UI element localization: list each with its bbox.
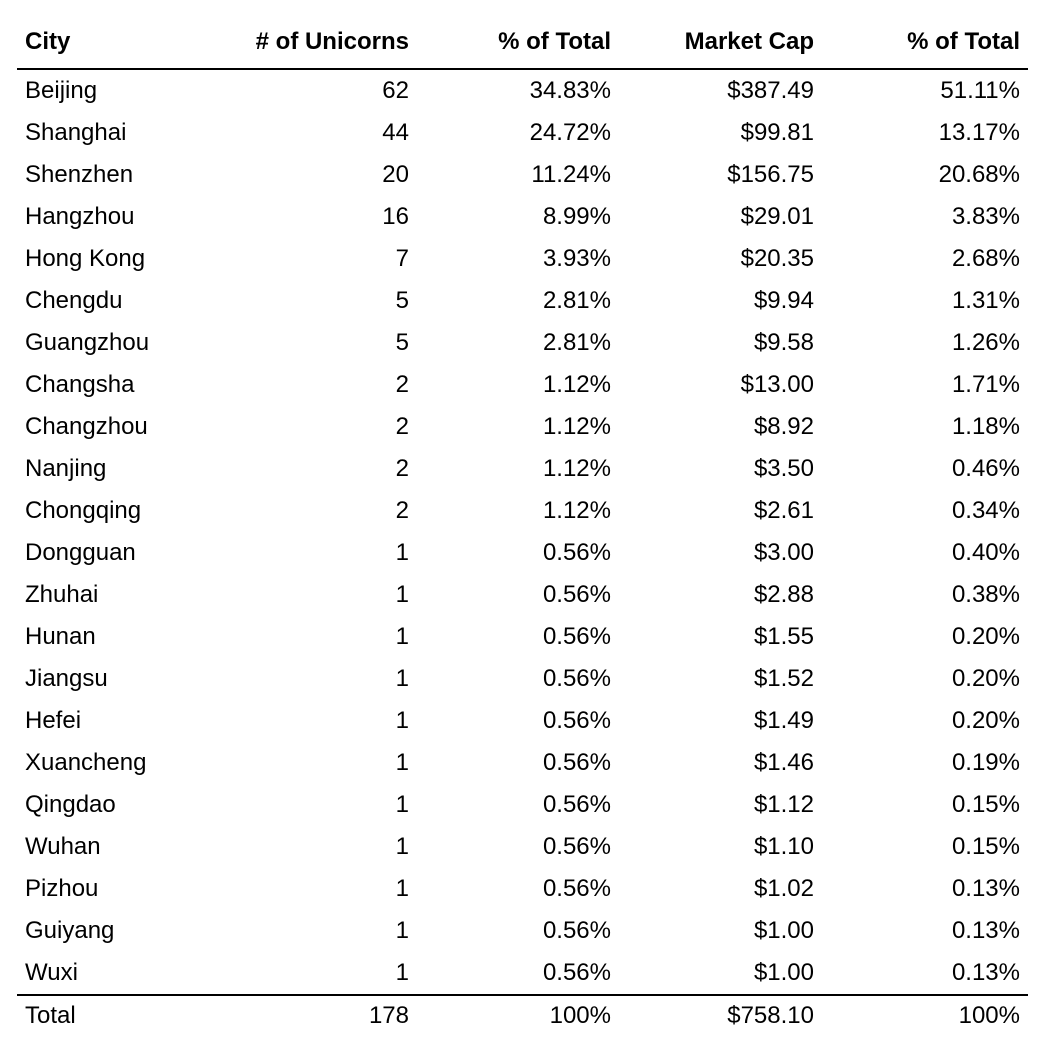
cell-city: Hangzhou bbox=[25, 203, 135, 230]
unicorn-cities-table bbox=[17, 24, 1028, 1036]
cell-pct-count: 0.56% bbox=[542, 707, 611, 734]
cell-unicorns: 16 bbox=[382, 203, 409, 230]
table-row bbox=[17, 784, 1028, 826]
table-row bbox=[17, 238, 1028, 280]
header-unicorns: # of Unicorns bbox=[217, 24, 417, 69]
cell-market-cap: $1.49 bbox=[753, 707, 814, 734]
cell-unicorns: 1 bbox=[395, 833, 409, 860]
cell-pct-cap: 0.38% bbox=[951, 581, 1020, 608]
cell-unicorns: 1 bbox=[395, 665, 409, 692]
cell-market-cap: $3.00 bbox=[753, 539, 814, 566]
cell-pct-count: 0.56% bbox=[542, 539, 611, 566]
table-row bbox=[17, 574, 1028, 616]
total-pct-cap: 100% bbox=[822, 995, 1028, 1036]
cell-pct-count: 0.56% bbox=[542, 917, 611, 944]
cell-market-cap: $1.52 bbox=[753, 665, 814, 692]
cell-city: Hefei bbox=[25, 707, 82, 734]
cell-city: Qingdao bbox=[25, 791, 116, 818]
cell-pct-cap: 2.68% bbox=[951, 245, 1020, 272]
cell-unicorns: 1 bbox=[395, 791, 409, 818]
cell-unicorns: 20 bbox=[382, 161, 409, 188]
cell-city: Shenzhen bbox=[25, 161, 134, 188]
cell-city: Chongqing bbox=[25, 497, 142, 524]
cell-city: Jiangsu bbox=[25, 665, 108, 692]
cell-pct-cap: 0.46% bbox=[951, 455, 1020, 482]
cell-city: Pizhou bbox=[25, 875, 99, 902]
cell-unicorns: 1 bbox=[395, 917, 409, 944]
cell-pct-count: 3.93% bbox=[542, 245, 611, 272]
cell-market-cap: $9.94 bbox=[753, 287, 814, 314]
cell-unicorns: 2 bbox=[395, 497, 409, 524]
cell-pct-cap: 0.19% bbox=[951, 749, 1020, 776]
cell-unicorns: 62 bbox=[382, 77, 409, 104]
cell-city: Wuhan bbox=[25, 833, 101, 860]
table-row bbox=[17, 910, 1028, 952]
cell-pct-cap: 13.17% bbox=[938, 119, 1020, 146]
cell-market-cap: $20.35 bbox=[740, 245, 814, 272]
table-row bbox=[17, 700, 1028, 742]
table-row bbox=[17, 280, 1028, 322]
cell-pct-cap: 1.71% bbox=[951, 371, 1020, 398]
cell-unicorns: 1 bbox=[395, 749, 409, 776]
cell-unicorns: 44 bbox=[382, 119, 409, 146]
cell-market-cap: $13.00 bbox=[740, 371, 814, 398]
cell-pct-cap: 0.15% bbox=[951, 791, 1020, 818]
cell-pct-cap: 0.20% bbox=[951, 665, 1020, 692]
cell-pct-count: 24.72% bbox=[529, 119, 611, 146]
cell-city: Changsha bbox=[25, 371, 135, 398]
cell-market-cap: $1.00 bbox=[753, 917, 814, 944]
table-footer bbox=[17, 995, 1028, 1036]
cell-pct-cap: 20.68% bbox=[938, 161, 1020, 188]
cell-unicorns: 1 bbox=[395, 623, 409, 650]
table-row bbox=[17, 448, 1028, 490]
total-market-cap: $758.10 bbox=[619, 995, 822, 1036]
cell-pct-cap: 0.20% bbox=[951, 707, 1020, 734]
table-row bbox=[17, 952, 1028, 995]
cell-pct-count: 0.56% bbox=[542, 623, 611, 650]
table-row bbox=[17, 742, 1028, 784]
cell-pct-cap: 0.13% bbox=[951, 917, 1020, 944]
cell-market-cap: $2.88 bbox=[753, 581, 814, 608]
cell-pct-count: 1.12% bbox=[542, 455, 611, 482]
table-row bbox=[17, 69, 1028, 112]
table-row bbox=[17, 490, 1028, 532]
cell-pct-count: 1.12% bbox=[542, 497, 611, 524]
total-label: Total bbox=[17, 995, 217, 1036]
cell-pct-count: 0.56% bbox=[542, 959, 611, 986]
cell-pct-cap: 0.13% bbox=[951, 875, 1020, 902]
table-body bbox=[17, 69, 1028, 995]
table-row bbox=[17, 406, 1028, 448]
table-row bbox=[17, 112, 1028, 154]
header-row bbox=[17, 24, 1028, 69]
total-row bbox=[17, 995, 1028, 1036]
cell-city: Chengdu bbox=[25, 287, 123, 314]
cell-market-cap: $1.46 bbox=[753, 749, 814, 776]
cell-pct-count: 0.56% bbox=[542, 875, 611, 902]
cell-pct-count: 0.56% bbox=[542, 833, 611, 860]
cell-city: Dongguan bbox=[25, 539, 136, 566]
cell-pct-cap: 0.13% bbox=[951, 959, 1020, 986]
cell-unicorns: 1 bbox=[395, 707, 409, 734]
cell-unicorns: 2 bbox=[395, 413, 409, 440]
cell-market-cap: $99.81 bbox=[740, 119, 814, 146]
cell-unicorns: 1 bbox=[395, 581, 409, 608]
cell-market-cap: $156.75 bbox=[727, 161, 814, 188]
header-pct-cap: % of Total bbox=[822, 24, 1028, 69]
cell-pct-count: 2.81% bbox=[542, 287, 611, 314]
cell-pct-count: 11.24% bbox=[531, 161, 611, 188]
cell-city: Wuxi bbox=[25, 959, 78, 986]
header-market-cap: Market Cap bbox=[619, 24, 822, 69]
cell-city: Guiyang bbox=[25, 917, 115, 944]
cell-pct-cap: 1.31% bbox=[951, 287, 1020, 314]
cell-pct-count: 8.99% bbox=[542, 203, 611, 230]
table-row bbox=[17, 826, 1028, 868]
cell-market-cap: $29.01 bbox=[740, 203, 814, 230]
cell-city: Xuancheng bbox=[25, 749, 147, 776]
header-city: City bbox=[17, 24, 217, 69]
cell-city: Beijing bbox=[25, 77, 98, 104]
cell-city: Zhuhai bbox=[25, 581, 99, 608]
cell-market-cap: $3.50 bbox=[753, 455, 814, 482]
cell-pct-cap: 51.11% bbox=[940, 77, 1020, 104]
cell-city: Hong Kong bbox=[25, 245, 146, 272]
cell-unicorns: 2 bbox=[395, 371, 409, 398]
cell-pct-count: 2.81% bbox=[542, 329, 611, 356]
cell-city: Changzhou bbox=[25, 413, 148, 440]
cell-market-cap: $1.00 bbox=[753, 959, 814, 986]
cell-pct-count: 1.12% bbox=[542, 371, 611, 398]
cell-unicorns: 2 bbox=[395, 455, 409, 482]
cell-city: Nanjing bbox=[25, 455, 107, 482]
total-unicorns: 178 bbox=[217, 995, 417, 1036]
cell-unicorns: 1 bbox=[395, 875, 409, 902]
cell-pct-cap: 0.15% bbox=[951, 833, 1020, 860]
cell-market-cap: $1.55 bbox=[753, 623, 814, 650]
cell-pct-count: 34.83% bbox=[529, 77, 611, 104]
cell-pct-cap: 1.26% bbox=[951, 329, 1020, 356]
cell-market-cap: $2.61 bbox=[753, 497, 814, 524]
cell-pct-cap: 0.34% bbox=[951, 497, 1020, 524]
cell-market-cap: $8.92 bbox=[753, 413, 814, 440]
cell-city: Guangzhou bbox=[25, 329, 150, 356]
table-row bbox=[17, 154, 1028, 196]
table-row bbox=[17, 196, 1028, 238]
cell-unicorns: 1 bbox=[395, 959, 409, 986]
table-row bbox=[17, 658, 1028, 700]
cell-unicorns: 7 bbox=[395, 245, 409, 272]
table-header bbox=[17, 24, 1028, 69]
total-pct-count: 100% bbox=[417, 995, 619, 1036]
cell-market-cap: $9.58 bbox=[753, 329, 814, 356]
cell-unicorns: 1 bbox=[395, 539, 409, 566]
cell-pct-count: 0.56% bbox=[542, 791, 611, 818]
cell-city: Shanghai bbox=[25, 119, 127, 146]
cell-unicorns: 5 bbox=[395, 329, 409, 356]
cell-market-cap: $1.02 bbox=[753, 875, 814, 902]
cell-market-cap: $1.10 bbox=[753, 833, 814, 860]
table-row bbox=[17, 616, 1028, 658]
cell-pct-count: 0.56% bbox=[542, 749, 611, 776]
cell-pct-count: 0.56% bbox=[542, 665, 611, 692]
cell-unicorns: 5 bbox=[395, 287, 409, 314]
table-row bbox=[17, 322, 1028, 364]
cell-pct-cap: 0.40% bbox=[951, 539, 1020, 566]
table-row bbox=[17, 868, 1028, 910]
cell-pct-cap: 0.20% bbox=[951, 623, 1020, 650]
cell-pct-cap: 3.83% bbox=[951, 203, 1020, 230]
cell-pct-count: 0.56% bbox=[542, 581, 611, 608]
cell-market-cap: $387.49 bbox=[727, 77, 814, 104]
cell-market-cap: $1.12 bbox=[753, 791, 814, 818]
header-pct-count: % of Total bbox=[417, 24, 619, 69]
cell-city: Hunan bbox=[25, 623, 96, 650]
table-row bbox=[17, 532, 1028, 574]
cell-pct-cap: 1.18% bbox=[951, 413, 1020, 440]
cell-pct-count: 1.12% bbox=[542, 413, 611, 440]
table-row bbox=[17, 364, 1028, 406]
